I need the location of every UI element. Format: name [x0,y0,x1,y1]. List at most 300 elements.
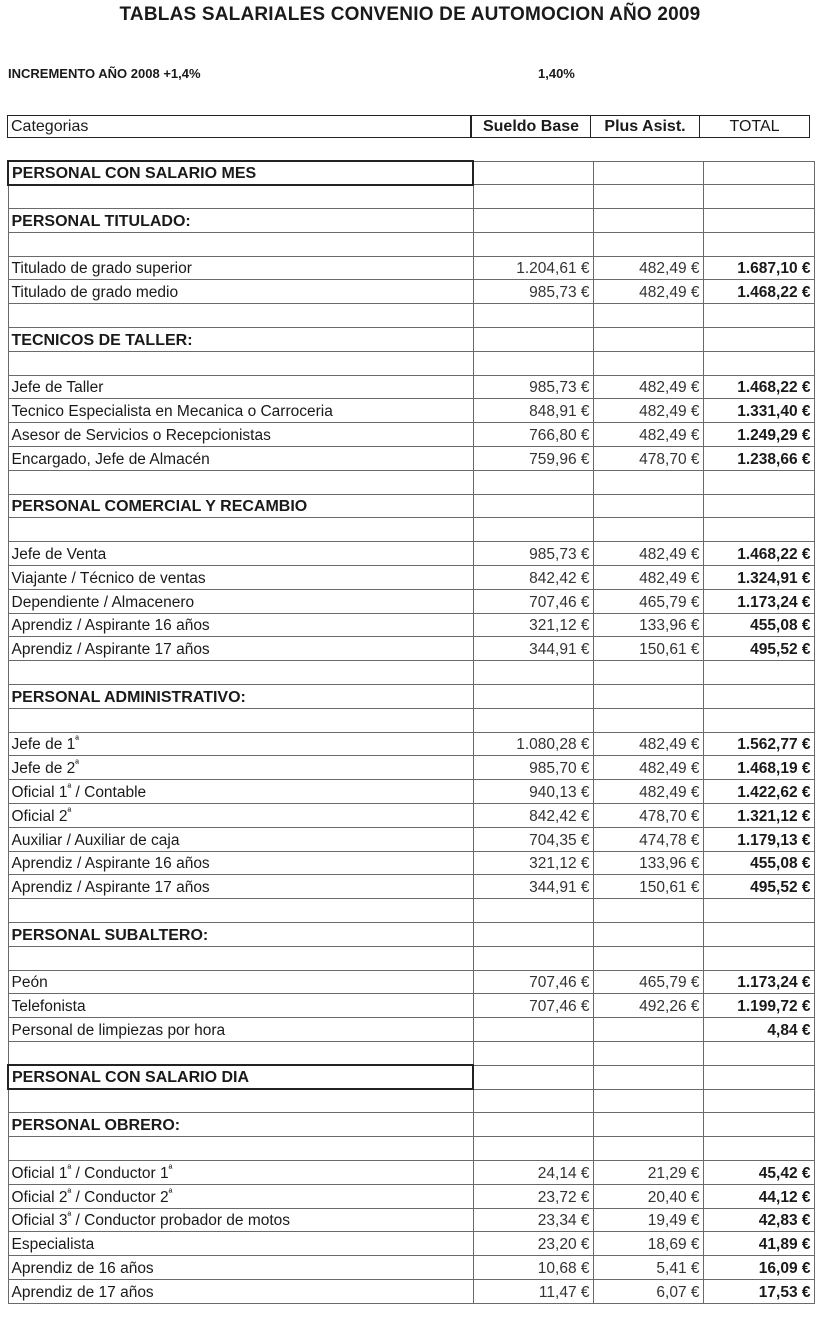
total-cell-text: 17,53 € [758,1283,811,1301]
category-cell-text: Oficial $2^ª$ / Conductor $2^ª$ [11,1187,173,1206]
sueldo-base-cell [473,589,593,613]
sueldo-base-cell [473,1160,593,1184]
sueldo-base-cell-text: 985,70 € [529,760,590,778]
plus-asist-cell-text: 482,49 € [639,260,700,278]
category-cell-text: Asesor de Servicios o Recepcionistas [11,427,271,445]
sueldo-base-cell [473,447,593,471]
table-row [8,399,814,423]
plus-asist-cell [593,328,703,352]
table-row [8,994,814,1018]
category-cell-text: Aprendiz / Aspirante 16 años [11,855,210,873]
plus-asist-cell [593,1137,703,1161]
header-plus-asist: Plus Asist. [590,115,700,138]
total-cell-text: 45,42 € [758,1164,811,1182]
section-row [8,209,814,233]
header-categorias: Categorias [7,115,471,138]
category-cell [8,470,473,494]
category-cell [8,732,473,756]
blank-row [8,1089,814,1113]
section-row [8,494,814,518]
sueldo-base-cell [473,899,593,923]
category-cell-text: Auxiliar / Auxiliar de caja [11,831,180,849]
section-row [8,685,814,709]
category-cell [8,946,473,970]
category-cell [8,375,473,399]
category-cell-text: Aprendiz de 17 años [11,1283,154,1301]
plus-asist-cell-text: 482,49 € [639,760,700,778]
sueldo-base-cell [473,542,593,566]
total-cell-text: 1.468,22 € [737,546,811,564]
plus-asist-cell [593,256,703,280]
total-cell [703,161,814,185]
blank-row [8,946,814,970]
total-cell [703,946,814,970]
total-cell [703,923,814,947]
total-cell [703,1018,814,1042]
category-cell [8,1256,473,1280]
plus-asist-cell [593,494,703,518]
plus-asist-cell [593,1208,703,1232]
plus-asist-cell [593,899,703,923]
sueldo-base-cell [473,161,593,185]
plus-asist-cell-text: 465,79 € [639,593,700,611]
plus-asist-cell [593,1018,703,1042]
sueldo-base-cell [473,851,593,875]
salary-table [7,160,815,1304]
total-cell [703,399,814,423]
category-cell [8,756,473,780]
total-cell-text: 1.179,13 € [737,831,811,849]
total-cell-text: 1.173,24 € [737,593,811,611]
total-cell [703,804,814,828]
sueldo-base-cell [473,1113,593,1137]
total-cell-text: 41,89 € [758,1236,811,1254]
sueldo-base-cell-text: 842,42 € [529,807,590,825]
total-cell [703,613,814,637]
total-cell [703,875,814,899]
sueldo-base-cell [473,1232,593,1256]
category-cell-text: Dependiente / Almacenero [11,593,195,611]
sueldo-base-cell [473,708,593,732]
plus-asist-cell [593,375,703,399]
plus-asist-cell-text: 465,79 € [639,974,700,992]
category-cell [8,280,473,304]
sueldo-base-cell-text: 704,35 € [529,831,590,849]
category-cell-text: Jefe de Venta [11,546,107,564]
plus-asist-cell [593,447,703,471]
table-row [8,375,814,399]
sueldo-base-cell-text: 759,96 € [529,450,590,468]
blank-row [8,232,814,256]
sueldo-base-cell [473,780,593,804]
plus-asist-cell-text: 133,96 € [639,855,700,873]
total-cell-text: 1.468,19 € [737,760,811,778]
category-cell [8,209,473,233]
category-cell [8,423,473,447]
sueldo-base-cell [473,1065,593,1089]
table-row [8,423,814,447]
category-cell [8,637,473,661]
plus-asist-cell [593,566,703,590]
total-cell [703,232,814,256]
category-cell [8,923,473,947]
total-cell-text: 42,83 € [758,1212,811,1230]
total-cell [703,1113,814,1137]
total-cell [703,328,814,352]
total-cell [703,566,814,590]
category-cell [8,661,473,685]
category-cell-text: Aprendiz / Aspirante 17 años [11,879,210,897]
total-cell [703,708,814,732]
table-row [8,756,814,780]
category-cell [8,589,473,613]
total-cell-text: 1.324,91 € [737,569,811,587]
table-row [8,875,814,899]
plus-asist-cell-text: 478,70 € [639,807,700,825]
total-cell [703,637,814,661]
category-cell [8,494,473,518]
plus-asist-cell [593,161,703,185]
category-cell [8,1137,473,1161]
category-cell [8,851,473,875]
sueldo-base-cell [473,923,593,947]
plus-asist-cell [593,708,703,732]
total-cell [703,899,814,923]
blank-row [8,185,814,209]
category-cell-text: Viajante / Técnico de ventas [11,569,206,587]
sueldo-base-cell-text: 842,42 € [529,569,590,587]
category-cell-text: Aprendiz / Aspirante 16 años [11,617,210,635]
sueldo-base-cell [473,732,593,756]
sueldo-base-cell-text: 24,14 € [537,1164,590,1182]
category-cell-text: TECNICOS DE TALLER: [11,331,193,349]
total-cell [703,851,814,875]
category-cell [8,1160,473,1184]
category-cell [8,566,473,590]
sueldo-base-cell [473,1256,593,1280]
section-row [8,1113,814,1137]
plus-asist-cell-text: 478,70 € [639,450,700,468]
plus-asist-cell [593,804,703,828]
sueldo-base-cell [473,1137,593,1161]
sueldo-base-cell [473,946,593,970]
section-row [8,328,814,352]
sueldo-base-cell [473,1184,593,1208]
sueldo-base-cell [473,970,593,994]
category-cell [8,161,473,185]
category-cell-text: Titulado de grado medio [11,284,179,302]
plus-asist-cell-text: 482,49 € [639,784,700,802]
plus-asist-cell [593,1184,703,1208]
plus-asist-cell [593,827,703,851]
total-cell-text: 455,08 € [750,617,811,635]
page-title: TABLAS SALARIALES CONVENIO DE AUTOMOCION AÑO 2009 [119,4,701,25]
total-cell-text: 1.687,10 € [737,260,811,278]
plus-asist-cell-text: 150,61 € [639,879,700,897]
section-row [8,1065,814,1089]
plus-asist-cell [593,518,703,542]
total-cell-text: 1.468,22 € [737,284,811,302]
total-cell-text: 1.173,24 € [737,974,811,992]
plus-asist-cell [593,542,703,566]
header-total: TOTAL [699,115,810,138]
plus-asist-cell-text: 482,49 € [639,284,700,302]
sueldo-base-cell-text: 985,73 € [529,284,590,302]
total-cell-text: 1.468,22 € [737,379,811,397]
sueldo-base-cell [473,637,593,661]
sueldo-base-cell [473,566,593,590]
total-cell-text: 495,52 € [750,641,811,659]
total-cell-text: 1.562,77 € [737,736,811,754]
category-cell [8,1089,473,1113]
total-cell [703,1089,814,1113]
plus-asist-cell [593,209,703,233]
sueldo-base-cell-text: 321,12 € [529,855,590,873]
blank-row [8,470,814,494]
increment-label: INCREMENTO AÑO 2008 +1,4% [8,66,201,81]
blank-row [8,1137,814,1161]
category-cell [8,185,473,209]
category-cell-text: Encargado, Jefe de Almacén [11,450,210,468]
total-cell [703,780,814,804]
category-cell [8,1184,473,1208]
plus-asist-cell [593,685,703,709]
total-cell [703,970,814,994]
plus-asist-cell [593,1160,703,1184]
category-cell [8,685,473,709]
category-cell-text: Titulado de grado superior [11,260,192,278]
category-cell-text: PERSONAL CON SALARIO MES [12,164,257,182]
header-sueldo-base: Sueldo Base [471,115,591,138]
total-cell [703,827,814,851]
plus-asist-cell-text: 474,78 € [639,831,700,849]
plus-asist-cell [593,304,703,328]
sueldo-base-cell [473,470,593,494]
plus-asist-cell [593,780,703,804]
sueldo-base-cell [473,1018,593,1042]
sueldo-base-cell-text: 707,46 € [529,974,590,992]
sueldo-base-cell-text: 10,68 € [537,1259,590,1277]
category-cell-text: Jefe de $1^ª$ [11,735,79,754]
plus-asist-cell [593,732,703,756]
plus-asist-cell [593,232,703,256]
sueldo-base-cell [473,494,593,518]
plus-asist-cell [593,970,703,994]
category-cell [8,351,473,375]
category-cell-text: PERSONAL COMERCIAL Y RECAMBIO [11,498,308,516]
plus-asist-cell [593,399,703,423]
total-cell [703,185,814,209]
sueldo-base-cell [473,685,593,709]
category-cell [8,804,473,828]
blank-row [8,518,814,542]
category-cell [8,1065,473,1089]
table-row [8,732,814,756]
category-cell [8,256,473,280]
category-cell [8,875,473,899]
category-cell-text: Aprendiz / Aspirante 17 años [11,641,210,659]
category-cell [8,994,473,1018]
blank-row [8,661,814,685]
blank-row [8,304,814,328]
total-cell [703,732,814,756]
plus-asist-cell-text: 133,96 € [639,617,700,635]
sueldo-base-cell-text: 848,91 € [529,403,590,421]
plus-asist-cell-text: 21,29 € [647,1164,700,1182]
table-row [8,542,814,566]
total-cell [703,542,814,566]
total-cell [703,1208,814,1232]
table-row [8,1279,814,1303]
category-cell [8,1232,473,1256]
sueldo-base-cell-text: 940,13 € [529,784,590,802]
blank-row [8,899,814,923]
category-cell-text: Oficial $1^ª$ / Contable [11,782,147,802]
plus-asist-cell-text: 482,49 € [639,736,700,754]
table-row [8,1208,814,1232]
sueldo-base-cell [473,804,593,828]
sueldo-base-cell-text: 1.080,28 € [516,736,590,754]
table-row [8,637,814,661]
category-cell [8,304,473,328]
plus-asist-cell [593,185,703,209]
sueldo-base-cell-text: 707,46 € [529,593,590,611]
sueldo-base-cell [473,661,593,685]
category-cell-text: Oficial $2^ª$ [11,806,72,825]
table-row [8,804,814,828]
category-cell [8,542,473,566]
category-cell [8,518,473,542]
table-row [8,566,814,590]
category-cell-text: Oficial $3^ª$ / Conductor probador de motos [11,1211,291,1230]
plus-asist-cell [593,946,703,970]
sueldo-base-cell [473,375,593,399]
category-cell [8,708,473,732]
sueldo-base-cell [473,518,593,542]
table-row [8,256,814,280]
plus-asist-cell [593,470,703,494]
plus-asist-cell [593,1065,703,1089]
plus-asist-cell-text: 482,49 € [639,427,700,445]
category-cell-text: Peón [11,974,48,992]
sueldo-base-cell [473,1208,593,1232]
sueldo-base-cell [473,423,593,447]
table-row [8,589,814,613]
category-cell [8,447,473,471]
sueldo-base-cell [473,232,593,256]
category-cell-text: Personal de limpiezas por hora [11,1021,226,1039]
total-cell [703,494,814,518]
sueldo-base-cell [473,1041,593,1065]
plus-asist-cell [593,994,703,1018]
category-cell [8,780,473,804]
table-row [8,827,814,851]
table-row [8,1232,814,1256]
sueldo-base-cell-text: 985,73 € [529,379,590,397]
plus-asist-cell [593,851,703,875]
sueldo-base-cell-text: 766,80 € [529,427,590,445]
blank-row [8,1041,814,1065]
sueldo-base-cell [473,351,593,375]
category-cell-text: Oficial $1^ª$ / Conductor $1^ª$ [11,1163,173,1182]
total-cell-text: 1.321,12 € [737,807,811,825]
total-cell [703,375,814,399]
sueldo-base-cell [473,209,593,233]
total-cell [703,1160,814,1184]
category-cell-text: PERSONAL CON SALARIO DIA [12,1069,250,1087]
sueldo-base-cell-text: 23,20 € [537,1236,590,1254]
category-cell [8,328,473,352]
total-cell-text: 4,84 € [767,1021,811,1039]
plus-asist-cell-text: 5,41 € [656,1259,700,1277]
category-cell-text: Especialista [11,1236,95,1254]
sueldo-base-cell [473,756,593,780]
total-cell [703,756,814,780]
total-cell-text: 16,09 € [758,1259,811,1277]
total-cell-text: 1.238,66 € [737,450,811,468]
plus-asist-cell [593,875,703,899]
sueldo-base-cell-text: 1.204,61 € [516,260,590,278]
category-cell-text: Tecnico Especialista en Mecanica o Carroceria [11,403,333,421]
total-cell [703,1184,814,1208]
table-row [8,1018,814,1042]
category-cell [8,399,473,423]
category-cell [8,1018,473,1042]
sueldo-base-cell [473,399,593,423]
category-cell-text: Jefe de Taller [11,379,104,397]
total-cell [703,1065,814,1089]
increment-value: 1,40% [538,66,575,81]
total-cell [703,304,814,328]
plus-asist-cell-text: 482,49 € [639,379,700,397]
total-cell [703,280,814,304]
category-cell-text: PERSONAL OBRERO: [11,1117,181,1135]
section-row [8,161,814,185]
total-cell-text: 1.199,72 € [737,998,811,1016]
sueldo-base-cell [473,994,593,1018]
category-cell [8,970,473,994]
plus-asist-cell-text: 6,07 € [656,1283,700,1301]
plus-asist-cell [593,1113,703,1137]
plus-asist-cell [593,613,703,637]
plus-asist-cell [593,351,703,375]
sueldo-base-cell [473,1279,593,1303]
sueldo-base-cell [473,1089,593,1113]
category-cell [8,1113,473,1137]
table-row [8,1256,814,1280]
total-cell [703,685,814,709]
total-cell-text: 1.249,29 € [737,427,811,445]
sueldo-base-cell-text: 321,12 € [529,617,590,635]
total-cell [703,1279,814,1303]
plus-asist-cell [593,661,703,685]
plus-asist-cell [593,637,703,661]
total-cell [703,1256,814,1280]
sueldo-base-cell-text: 344,91 € [529,641,590,659]
category-cell-text: PERSONAL ADMINISTRATIVO: [11,688,246,706]
sueldo-base-cell [473,613,593,637]
sueldo-base-cell [473,328,593,352]
category-cell-text: Telefonista [11,998,86,1016]
plus-asist-cell [593,423,703,447]
blank-row [8,708,814,732]
category-cell [8,899,473,923]
category-cell-text: Aprendiz de 16 años [11,1259,154,1277]
total-cell-text: 495,52 € [750,879,811,897]
sueldo-base-cell [473,185,593,209]
sueldo-base-cell-text: 23,34 € [537,1212,590,1230]
table-row [8,447,814,471]
